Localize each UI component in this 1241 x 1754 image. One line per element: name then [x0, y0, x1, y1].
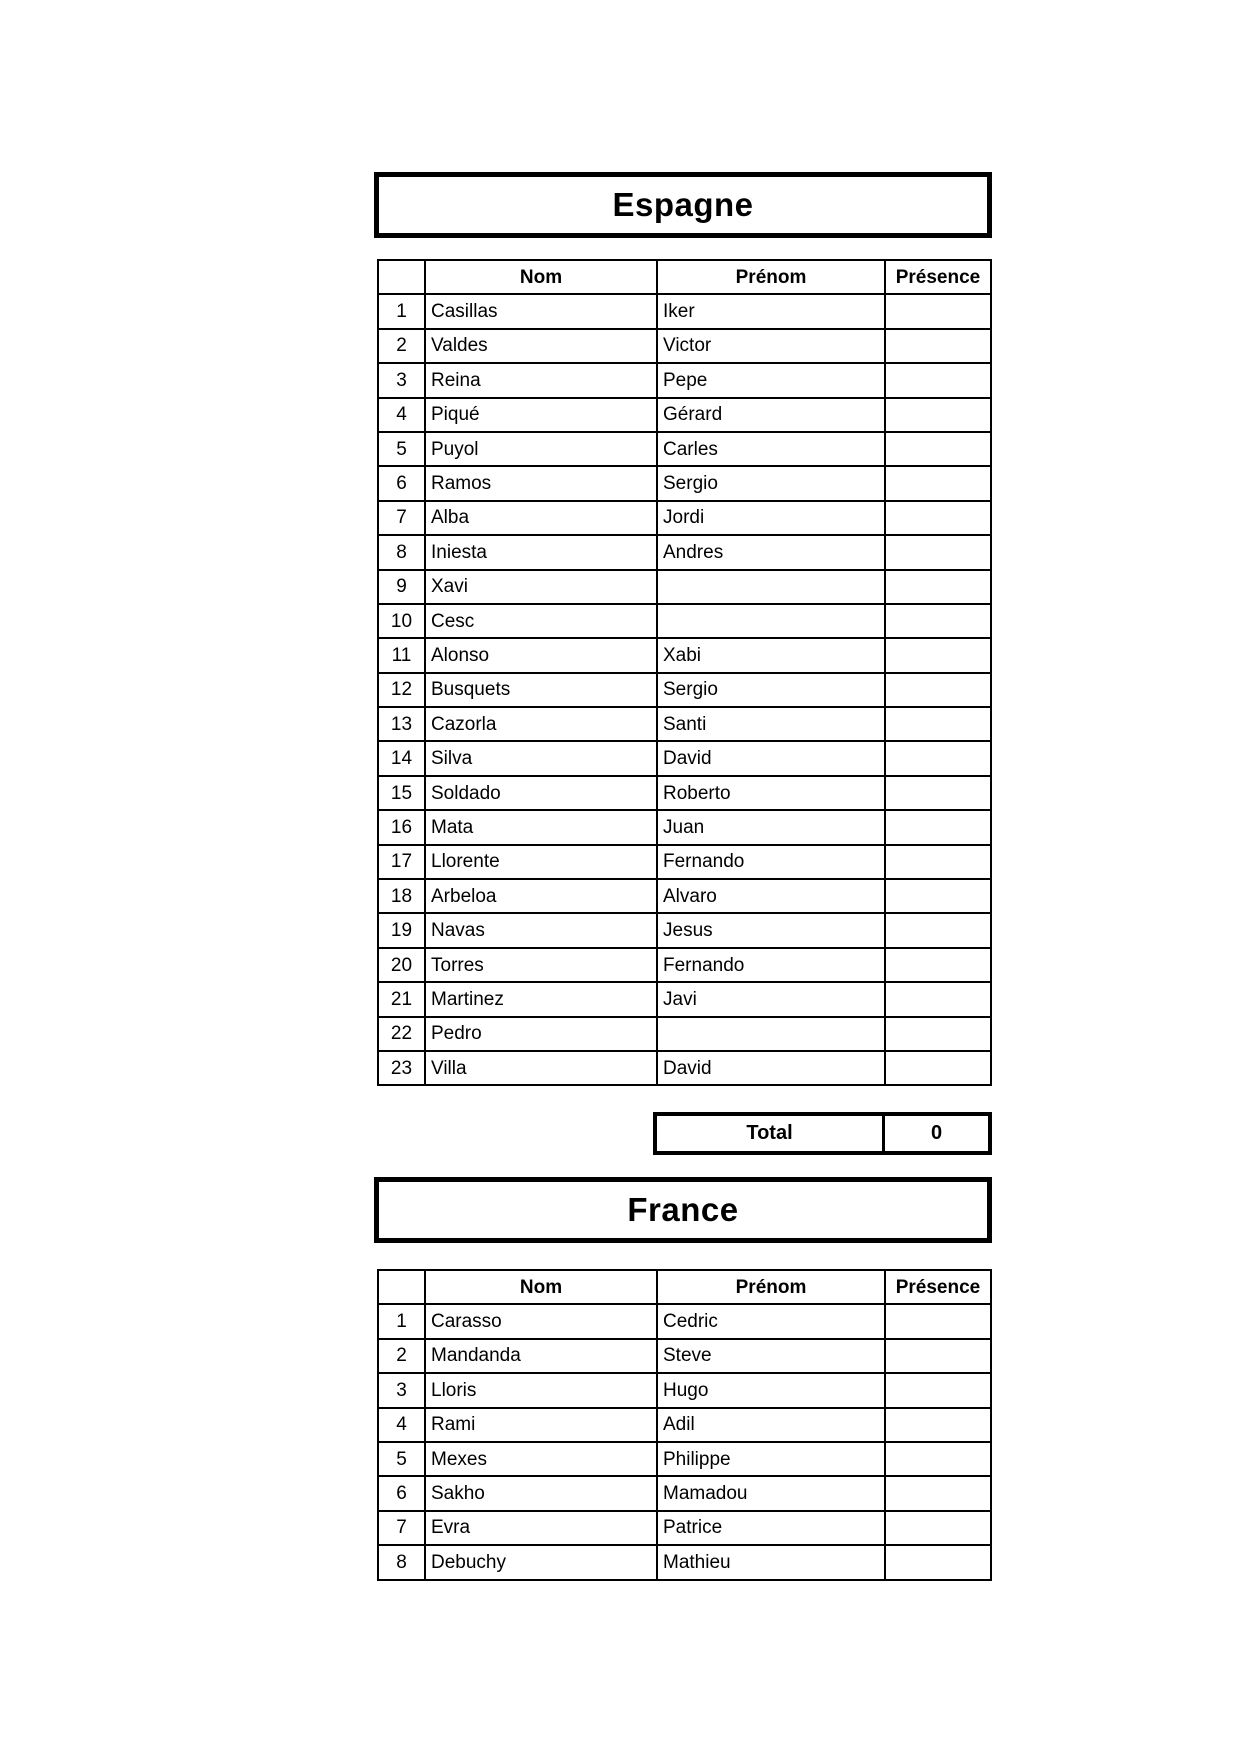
row-number: 3: [378, 363, 425, 397]
prenom-cell: Gérard: [657, 398, 885, 432]
nom-cell: Piqué: [425, 398, 657, 432]
nom-cell: Puyol: [425, 432, 657, 466]
header-prenom: Prénom: [657, 260, 885, 294]
table-row: [378, 982, 991, 1016]
row-number: 5: [378, 1442, 425, 1476]
presence-cell: [885, 1304, 991, 1338]
prenom-cell: Mamadou: [657, 1476, 885, 1510]
presence-cell: [885, 1339, 991, 1373]
nom-cell: Reina: [425, 363, 657, 397]
row-number: 17: [378, 845, 425, 879]
total-box: [653, 1112, 992, 1155]
table-row: [378, 1442, 991, 1476]
presence-cell: [885, 535, 991, 569]
presence-cell: [885, 776, 991, 810]
espagne-title-box: [374, 172, 992, 238]
prenom-cell: David: [657, 741, 885, 775]
header-nom: Nom: [425, 260, 657, 294]
row-number: 14: [378, 741, 425, 775]
table-row: [378, 1476, 991, 1510]
nom-cell: Cesc: [425, 604, 657, 638]
table-row: [378, 948, 991, 982]
presence-cell: [885, 604, 991, 638]
presence-cell: [885, 1051, 991, 1085]
nom-cell: Debuchy: [425, 1545, 657, 1579]
nom-cell: Villa: [425, 1051, 657, 1085]
prenom-cell: Javi: [657, 982, 885, 1016]
prenom-cell: Xabi: [657, 638, 885, 672]
table-row: [378, 604, 991, 638]
nom-cell: Mandanda: [425, 1339, 657, 1373]
nom-cell: Evra: [425, 1511, 657, 1545]
prenom-cell: [657, 604, 885, 638]
row-number: 19: [378, 913, 425, 947]
table-row: [378, 398, 991, 432]
table-row: [378, 570, 991, 604]
row-number: 10: [378, 604, 425, 638]
header-presence: Présence: [885, 260, 991, 294]
row-number: 4: [378, 398, 425, 432]
presence-cell: [885, 1408, 991, 1442]
presence-cell: [885, 948, 991, 982]
table-row: [378, 535, 991, 569]
prenom-cell: Cedric: [657, 1304, 885, 1338]
france-roster-table: [377, 1269, 992, 1581]
header-num-empty: [378, 1270, 425, 1304]
prenom-cell: Pepe: [657, 363, 885, 397]
row-number: 22: [378, 1017, 425, 1051]
nom-cell: Rami: [425, 1408, 657, 1442]
presence-cell: [885, 294, 991, 328]
nom-cell: Martinez: [425, 982, 657, 1016]
presence-cell: [885, 570, 991, 604]
row-number: 1: [378, 294, 425, 328]
table-row: [378, 466, 991, 500]
table-row: [378, 1017, 991, 1051]
nom-cell: Alba: [425, 501, 657, 535]
espagne-table-body: [378, 294, 991, 1085]
total-value: 0: [930, 1122, 943, 1144]
presence-cell: [885, 1476, 991, 1510]
nom-cell: Mexes: [425, 1442, 657, 1476]
presence-cell: [885, 845, 991, 879]
header-presence: Présence: [885, 1270, 991, 1304]
table-row: [378, 845, 991, 879]
nom-cell: Soldado: [425, 776, 657, 810]
nom-cell: Arbeloa: [425, 879, 657, 913]
row-number: 1: [378, 1304, 425, 1338]
table-row: [378, 673, 991, 707]
row-number: 2: [378, 329, 425, 363]
row-number: 8: [378, 1545, 425, 1579]
row-number: 2: [378, 1339, 425, 1373]
presence-cell: [885, 1545, 991, 1579]
prenom-cell: Roberto: [657, 776, 885, 810]
prenom-cell: Patrice: [657, 1511, 885, 1545]
prenom-cell: Alvaro: [657, 879, 885, 913]
nom-cell: Xavi: [425, 570, 657, 604]
presence-cell: [885, 638, 991, 672]
prenom-cell: Juan: [657, 810, 885, 844]
row-number: 9: [378, 570, 425, 604]
table-row: [378, 432, 991, 466]
presence-cell: [885, 1511, 991, 1545]
table-row: [378, 810, 991, 844]
table-row: [378, 913, 991, 947]
prenom-cell: Adil: [657, 1408, 885, 1442]
france-title-box: [374, 1177, 992, 1243]
nom-cell: Busquets: [425, 673, 657, 707]
row-number: 7: [378, 501, 425, 535]
prenom-cell: [657, 570, 885, 604]
total-label: Total: [657, 1116, 885, 1151]
row-number: 12: [378, 673, 425, 707]
table-row: [378, 741, 991, 775]
presence-cell: [885, 810, 991, 844]
table-row: [378, 501, 991, 535]
france-header-row: [378, 1270, 991, 1304]
nom-cell: Ramos: [425, 466, 657, 500]
presence-cell: [885, 673, 991, 707]
prenom-cell: Andres: [657, 535, 885, 569]
espagne-header-row: [378, 260, 991, 294]
table-row: [378, 363, 991, 397]
table-row: [378, 776, 991, 810]
presence-cell: [885, 982, 991, 1016]
row-number: 23: [378, 1051, 425, 1085]
prenom-cell: Fernando: [657, 948, 885, 982]
nom-cell: Mata: [425, 810, 657, 844]
nom-cell: Cazorla: [425, 707, 657, 741]
table-row: [378, 1408, 991, 1442]
nom-cell: Iniesta: [425, 535, 657, 569]
nom-cell: Carasso: [425, 1304, 657, 1338]
row-number: 3: [378, 1373, 425, 1407]
table-row: [378, 1511, 991, 1545]
presence-cell: [885, 913, 991, 947]
table-row: [378, 638, 991, 672]
prenom-cell: Carles: [657, 432, 885, 466]
nom-cell: Sakho: [425, 1476, 657, 1510]
row-number: 5: [378, 432, 425, 466]
prenom-cell: Jordi: [657, 501, 885, 535]
prenom-cell: Mathieu: [657, 1545, 885, 1579]
row-number: 4: [378, 1408, 425, 1442]
presence-cell: [885, 1442, 991, 1476]
row-number: 20: [378, 948, 425, 982]
table-row: [378, 879, 991, 913]
espagne-roster-table: [377, 259, 992, 1086]
espagne-title-text: Espagne: [612, 186, 754, 223]
presence-cell: [885, 466, 991, 500]
nom-cell: Alonso: [425, 638, 657, 672]
row-number: 21: [378, 982, 425, 1016]
prenom-cell: Santi: [657, 707, 885, 741]
table-row: [378, 707, 991, 741]
table-row: [378, 1373, 991, 1407]
presence-cell: [885, 707, 991, 741]
prenom-cell: Sergio: [657, 673, 885, 707]
prenom-cell: Philippe: [657, 1442, 885, 1476]
presence-cell: [885, 501, 991, 535]
france-title-text: France: [627, 1191, 739, 1228]
prenom-cell: Fernando: [657, 845, 885, 879]
nom-cell: Casillas: [425, 294, 657, 328]
row-number: 16: [378, 810, 425, 844]
presence-cell: [885, 363, 991, 397]
nom-cell: Navas: [425, 913, 657, 947]
row-number: 18: [378, 879, 425, 913]
nom-cell: Pedro: [425, 1017, 657, 1051]
row-number: 11: [378, 638, 425, 672]
header-prenom: Prénom: [657, 1270, 885, 1304]
prenom-cell: Steve: [657, 1339, 885, 1373]
table-row: [378, 1545, 991, 1579]
row-number: 15: [378, 776, 425, 810]
presence-cell: [885, 432, 991, 466]
nom-cell: Lloris: [425, 1373, 657, 1407]
row-number: 13: [378, 707, 425, 741]
header-num-empty: [378, 260, 425, 294]
row-number: 8: [378, 535, 425, 569]
table-row: [378, 1339, 991, 1373]
presence-cell: [885, 329, 991, 363]
prenom-cell: David: [657, 1051, 885, 1085]
header-nom: Nom: [425, 1270, 657, 1304]
nom-cell: Torres: [425, 948, 657, 982]
prenom-cell: Jesus: [657, 913, 885, 947]
nom-cell: Valdes: [425, 329, 657, 363]
prenom-cell: Iker: [657, 294, 885, 328]
row-number: 7: [378, 1511, 425, 1545]
row-number: 6: [378, 1476, 425, 1510]
table-row: [378, 329, 991, 363]
presence-cell: [885, 741, 991, 775]
prenom-cell: Victor: [657, 329, 885, 363]
france-table-body: [378, 1304, 991, 1579]
prenom-cell: [657, 1017, 885, 1051]
table-row: [378, 1051, 991, 1085]
row-number: 6: [378, 466, 425, 500]
presence-cell: [885, 879, 991, 913]
presence-cell: [885, 1373, 991, 1407]
table-row: [378, 294, 991, 328]
prenom-cell: Sergio: [657, 466, 885, 500]
nom-cell: Llorente: [425, 845, 657, 879]
presence-cell: [885, 1017, 991, 1051]
table-row: [378, 1304, 991, 1338]
nom-cell: Silva: [425, 741, 657, 775]
presence-cell: [885, 398, 991, 432]
prenom-cell: Hugo: [657, 1373, 885, 1407]
